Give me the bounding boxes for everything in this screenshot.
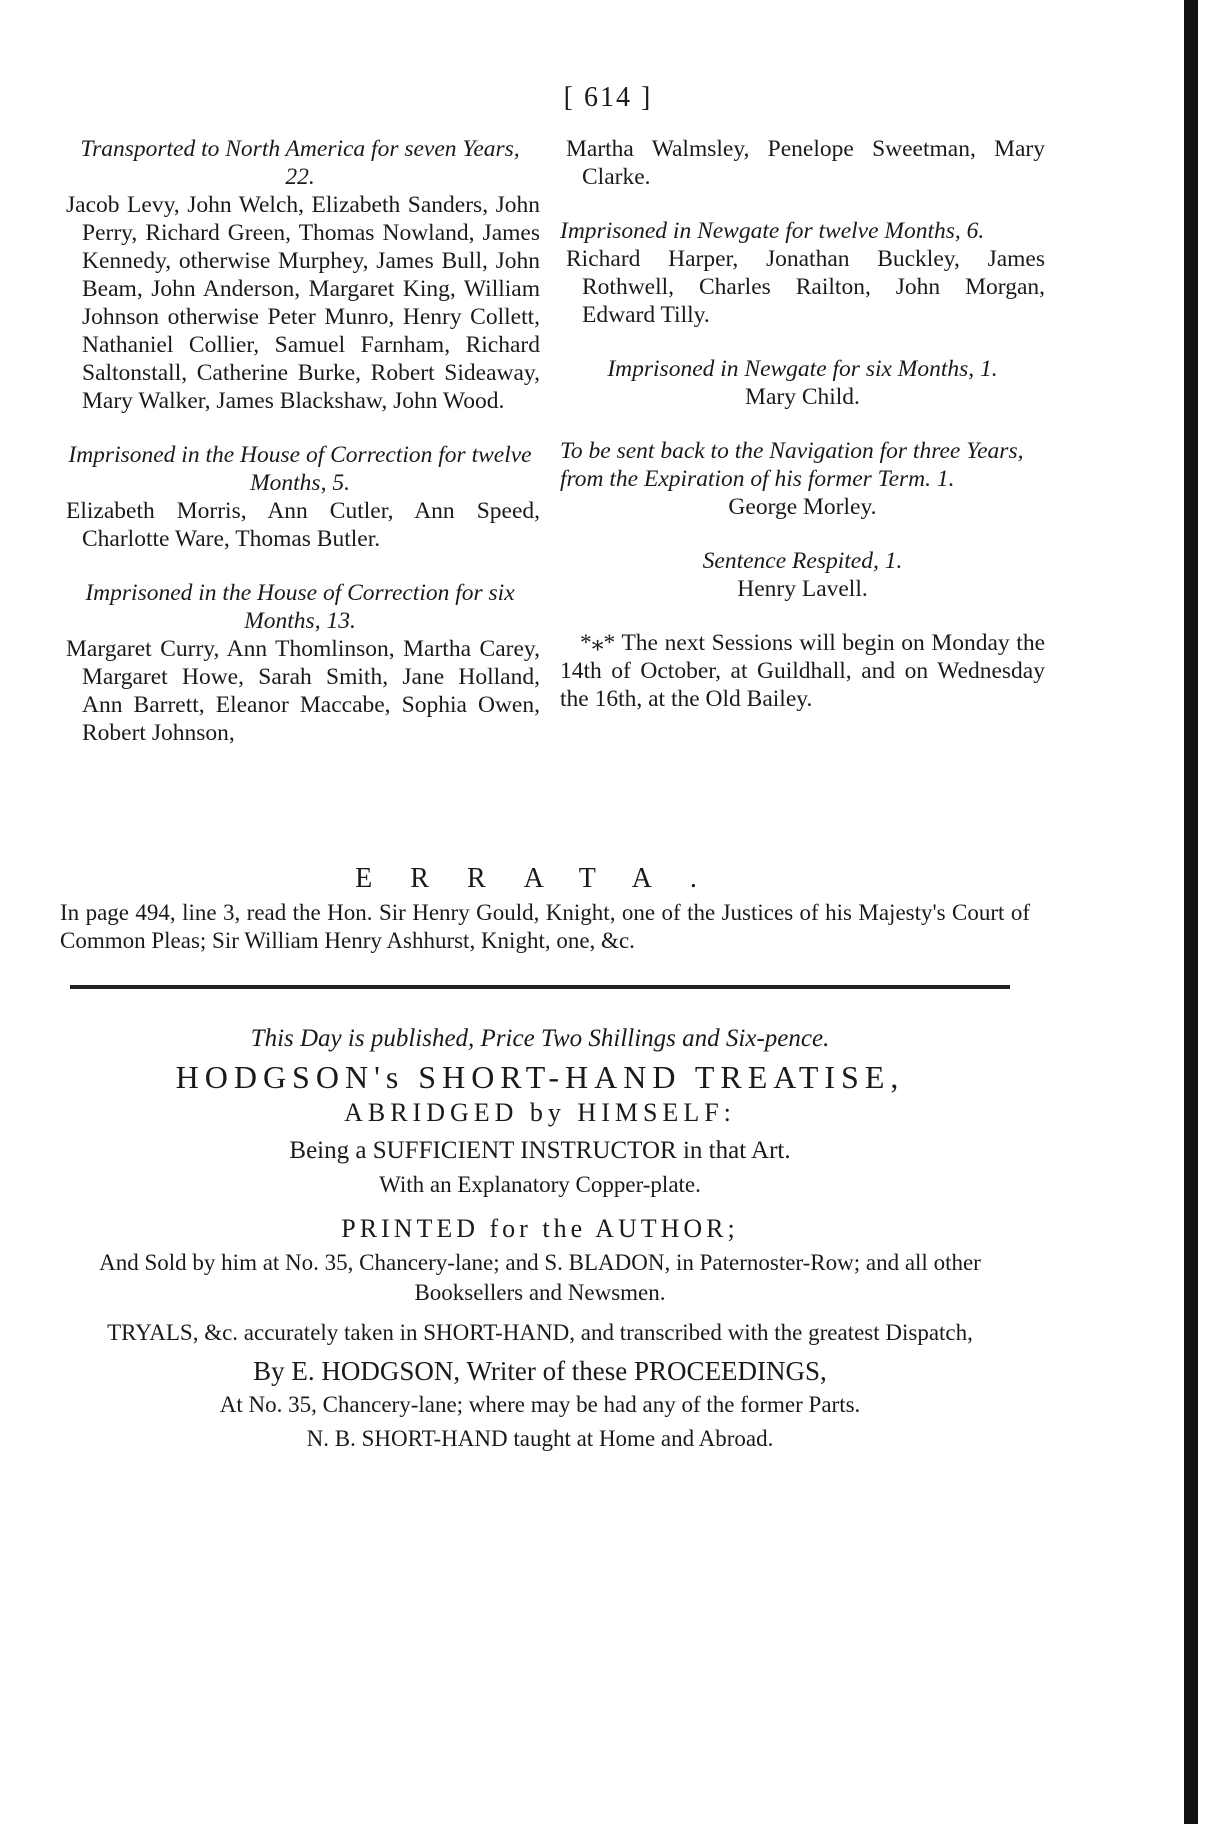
page-number: [ 614 ] xyxy=(563,82,653,113)
names-list: Richard Harper, Jonathan Buckley, James Rothwell, Charles Railton, John Morgan, Edward Tilly. xyxy=(566,246,1045,328)
section-heading: Imprisoned in Newgate for twelve Months, 6. xyxy=(560,218,985,244)
section-newgate-six xyxy=(560,355,1045,411)
ad-abridged-line: ABRIDGED by HIMSELF: xyxy=(344,1098,736,1127)
heading-text: Transported to North America for seven Years, xyxy=(80,136,520,162)
ad-book-title: HODGSON's SHORT-HAND TREATISE, xyxy=(175,1059,905,1095)
ad-address-line: At No. 35, Chancery-lane; where may be had any of the former Parts. xyxy=(219,1392,861,1417)
names-list: Henry Lavell. xyxy=(737,576,868,602)
section-heading: Imprisoned in Newgate for six Months, 1. xyxy=(607,356,998,382)
heading-count: 22. xyxy=(285,164,315,190)
divider-rule xyxy=(70,985,1010,989)
section-heading xyxy=(60,135,540,191)
section-house-correction-six xyxy=(60,579,540,747)
names-list: Mary Child. xyxy=(745,384,860,410)
ad-nb-line: N. B. SHORT-HAND taught at Home and Abroad. xyxy=(306,1426,774,1451)
section-respited xyxy=(560,547,1045,603)
section-transported xyxy=(60,135,540,415)
section-house-correction-twelve xyxy=(60,441,540,553)
names-list: Margaret Curry, Ann Thomlinson, Martha Carey, Margaret Howe, Sarah Smith, Jane Holland, Ann Barrett, Eleanor Maccabe, Sophia Owen, Robert Johnson, xyxy=(66,636,540,746)
ad-printed-line: PRINTED for the AUTHOR; xyxy=(341,1214,739,1243)
ad-copperplate-line: With an Explanatory Copper-plate. xyxy=(379,1172,701,1197)
page-edge-shadow xyxy=(1184,0,1198,1824)
ad-published-line: This Day is published, Price Two Shillings and Six-pence. xyxy=(250,1025,830,1052)
names-list: Elizabeth Morris, Ann Cutler, Ann Speed, Charlotte Ware, Thomas Butler. xyxy=(66,498,540,552)
section-newgate-twelve xyxy=(560,217,1045,329)
ad-instructor-line: Being a SUFFICIENT INSTRUCTOR in that Art. xyxy=(289,1137,791,1164)
section-continued-names xyxy=(560,135,1045,191)
right-column xyxy=(560,135,1045,739)
errata-block xyxy=(60,865,1030,955)
errata-text: In page 494, line 3, read the Hon. Sir Henry Gould, Knight, one of the Justices of his Majesty's Court of Common Pleas; Sir William Henry Ashhurst, Knight, one, &c. xyxy=(60,900,1030,953)
advertisement-block xyxy=(45,1020,1035,1458)
ad-sold-line: And Sold by him at No. 35, Chancery-lane; and S. BLADON, in Paternoster-Row; and all other Booksellers and Newsmen. xyxy=(99,1250,981,1305)
ad-author-line: By E. HODGSON, Writer of these PROCEEDINGS, xyxy=(253,1356,827,1386)
section-heading: Imprisoned in the House of Correction for twelve Months, 5. xyxy=(68,442,532,496)
left-column xyxy=(60,135,540,773)
names-list: Martha Walmsley, Penelope Sweetman, Mary Clarke. xyxy=(566,136,1045,190)
section-heading: Imprisoned in the House of Correction for six Months, 13. xyxy=(85,580,515,634)
ad-tryals-line: TRYALS, &c. accurately taken in SHORT-HAND, and transcribed with the greatest Dispatch, xyxy=(107,1320,973,1345)
names-list: Jacob Levy, John Welch, Elizabeth Sanders, John Perry, Richard Green, Thomas Nowland, James Kennedy, otherwise Murphey, James Bull, John Beam, John Anderson, Margaret King, William Johnson otherwise Peter Munro, Henry Collett, Nathaniel Collier, Samuel Farnham, Richard Saltonstall, Catherine Burke, Robert Sideaway, Mary Walker, James Blackshaw, John Wood. xyxy=(66,192,540,414)
names-list: George Morley. xyxy=(728,494,877,520)
section-heading: Sentence Respited, 1. xyxy=(702,548,903,574)
errata-title: ERRATA. xyxy=(355,863,735,894)
next-sessions-note: *⁎* The next Sessions will begin on Monday the 14th of October, at Guildhall, and on Wednesday the 16th, at the Old Bailey. xyxy=(560,630,1045,712)
section-heading: To be sent back to the Navigation for three Years, from the Expiration of his former Term. 1. xyxy=(560,438,1024,492)
section-navigation xyxy=(560,437,1045,521)
